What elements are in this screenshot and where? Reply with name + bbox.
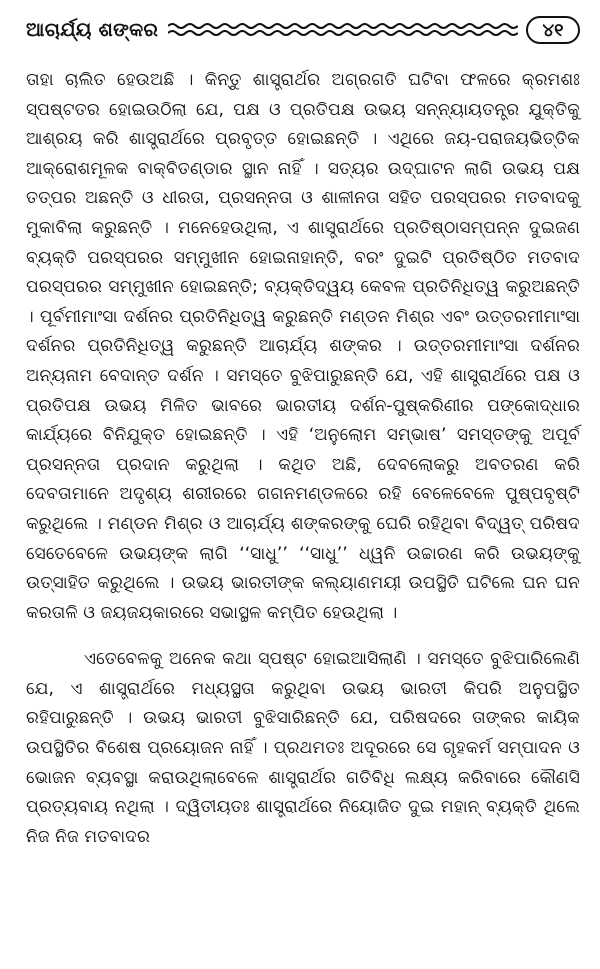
running-title: ଆଚାର୍ଯ୍ୟ ଶଙ୍କର [26, 19, 159, 41]
page-header [26, 12, 580, 48]
body-text [26, 66, 580, 852]
paragraph-2: ଏତେବେଳକୁ ଅନେକ କଥା ସ୍ପଷ୍ଟ ହୋଇଆସିଲାଣି । ସମସ୍ତେ ବୁଝିପାରିଲେଣି ଯେ, ଏ ଶାସ୍ତ୍ରାର୍ଥରେ ମଧ୍ୟସ୍ଥତା କରୁଥିବା ଉଭୟ ଭାରତୀ କିପରି ଅନୁପସ୍ଥିତ ରହିପାରୁଛନ୍ତି । ଉଭୟ ଭାରତୀ ବୁଝିସାରିଛନ୍ତି ଯେ, ପରିଷଦରେ ତାଙ୍କର କାୟିକ ଉପସ୍ଥିତିର ବିଶେଷ ପ୍ରୟୋଜନ ନାହିଁ । ପ୍ରଥମତଃ ଅଦୂରରେ ସେ ଗୃହକର୍ମ ସମ୍ପାଦନ ଓ ଭୋଜନ ବ୍ୟବସ୍ଥା କରାଉଥିଲାବେଳେ ଶାସ୍ତ୍ରାର୍ଥର ଗତିବିଧି ଲକ୍ଷ୍ୟ କରିବାରେ କୌଣସି ପ୍ରତ୍ୟବାୟ ନଥିଲା । ଦ୍ୱିତୀୟତଃ ଶାସ୍ତ୍ରାର୍ଥରେ ନିୟୋଜିତ ଦୁଇ ମହାନ୍ ବ୍ୟକ୍ତି ଥିଲେ ନିଜ ନିଜ ମତବାଦର [26, 649, 580, 847]
paragraph-1: ତାହା ଚାଲିତ ହେଉଅଛି । କିନ୍ତୁ ଶାସ୍ତ୍ରାର୍ଥର ଅଗ୍ରଗତି ଘଟିବା ଫଳରେ କ୍ରମଶଃ ସ୍ପଷ୍ଟତର ହୋଇଉଠିଲା ଯେ, ପକ୍ଷ ଓ ପ୍ରତିପକ୍ଷ ଉଭୟ ସନ୍ନ୍ୟାୟତନ୍ତ୍ର ଯୁକ୍ତିକୁ ଆଶ୍ରୟ କରି ଶାସ୍ତ୍ରାର୍ଥରେ ପ୍ରବୃତ୍ତ ହୋଇଛନ୍ତି । ଏଥିରେ ଜୟ-ପରାଜୟଭିତ୍ତିକ ଆକ୍ରୋଶମୂଳକ ବାକ୍‌ବିତଣ୍ଡାର ସ୍ଥାନ ନାହିଁ । ସତ୍ୟର ଉଦ୍‌ଘାଟନ ଲାଗି ଉଭୟ ପକ୍ଷ ତତ୍ପର ଅଛନ୍ତି ଓ ଧୀରତା, ପ୍ରସନ୍ନତା ଓ ଶାଳୀନତା ସହିତ ପରସ୍ପରର ମତବାଦକୁ ମୁକାବିଲା କରୁଛନ୍ତି । ମନେହେଉଥିଲା, ଏ ଶାସ୍ତ୍ରାର୍ଥରେ ପ୍ରତିଷ୍ଠାସମ୍ପନ୍ନ ଦୁଇଜଣ ବ୍ୟକ୍ତି ପରସ୍ପରର ସମ୍ମୁଖୀନ ହୋଇନାହାନ୍ତି, ବରଂ ଦୁଇଟି ପ୍ରତିଷ୍ଠିତ ମତବାଦ ପରସ୍ପରର ସମ୍ମୁଖୀନ ହୋଇଛନ୍ତି; ବ୍ୟକ୍ତିଦ୍ୱୟ କେବଳ ପ୍ରତିନିଧିତ୍ୱ କରୁଅଛନ୍ତି । ପୂର୍ବମୀମାଂସା ଦର୍ଶନର ପ୍ରତିନିଧିତ୍ୱ କରୁଛନ୍ତି ମଣ୍ଡନ ମିଶ୍ର ଏବଂ ଉତ୍ତରମୀମାଂସା ଦର୍ଶନର ପ୍ରତିନିଧିତ୍ୱ କରୁଛନ୍ତି ଆଚାର୍ଯ୍ୟ ଶଙ୍କର । ଉତ୍ତରମୀମାଂସା ଦର୍ଶନର ଅନ୍ୟନାମ ବେଦାନ୍ତ ଦର୍ଶନ । ସମସ୍ତେ ବୁଝିପାରୁଛନ୍ତି ଯେ, ଏହି ଶାସ୍ତ୍ରାର୍ଥରେ ପକ୍ଷ ଓ ପ୍ରତିପକ୍ଷ ଉଭୟ ମିଳିତ ଭାବରେ ଭାରତୀୟ ଦର୍ଶନ-ପୁଷ୍କରିଣୀର ପଙ୍କୋଦ୍ଧାର କାର୍ଯ୍ୟରେ ବିନିଯୁକ୍ତ ହୋଇଛନ୍ତି । ଏହି ‘ଅନୁଲୋମ ସମ୍ଭାଷ’ ସମସ୍ତଙ୍କୁ ଅପୂର୍ବ ପ୍ରସନ୍ନତା ପ୍ରଦାନ କରୁଥିଲା । କଥିତ ଅଛି, ଦେବଲୋକରୁ ଅବତରଣ କରି ଦେବତାମାନେ ଅଦୃଶ୍ୟ ଶରୀରରେ ଗଗନମଣ୍ଡଳରେ ରହି ବେଳେବେଳେ ପୁଷ୍ପବୃଷ୍ଟି କରୁଥିଲେ । ମଣ୍ଡନ ମିଶ୍ର ଓ ଆଚାର୍ଯ୍ୟ ଶଙ୍କରଙ୍କୁ ଘେରି ରହିଥିବା ବିଦ୍ୱତ୍ ପରିଷଦ ସେତେବେଳେ ଉଭୟଙ୍କ ଲାଗି ‘‘ସାଧୁ’’ ‘‘ସାଧୁ’’ ଧ୍ୱନି ଉଚ୍ଚାରଣ କରି ଉଭୟଙ୍କୁ ଉତ୍ସାହିତ କରୁଥିଲେ । ଉଭୟ ଭାରତୀଙ୍କ କଲ୍ୟାଣମୟୀ ଉପସ୍ଥିତି ଘଟିଲେ ଘନ ଘନ କରତାଳି ଓ ଜୟଜୟକାରରେ ସଭାସ୍ଥଳ କମ୍ପିତ ହେଉଥିଲା । [26, 70, 580, 623]
page-number: ୪୧ [526, 16, 580, 44]
wavy-rule-ornament-icon [168, 21, 518, 39]
